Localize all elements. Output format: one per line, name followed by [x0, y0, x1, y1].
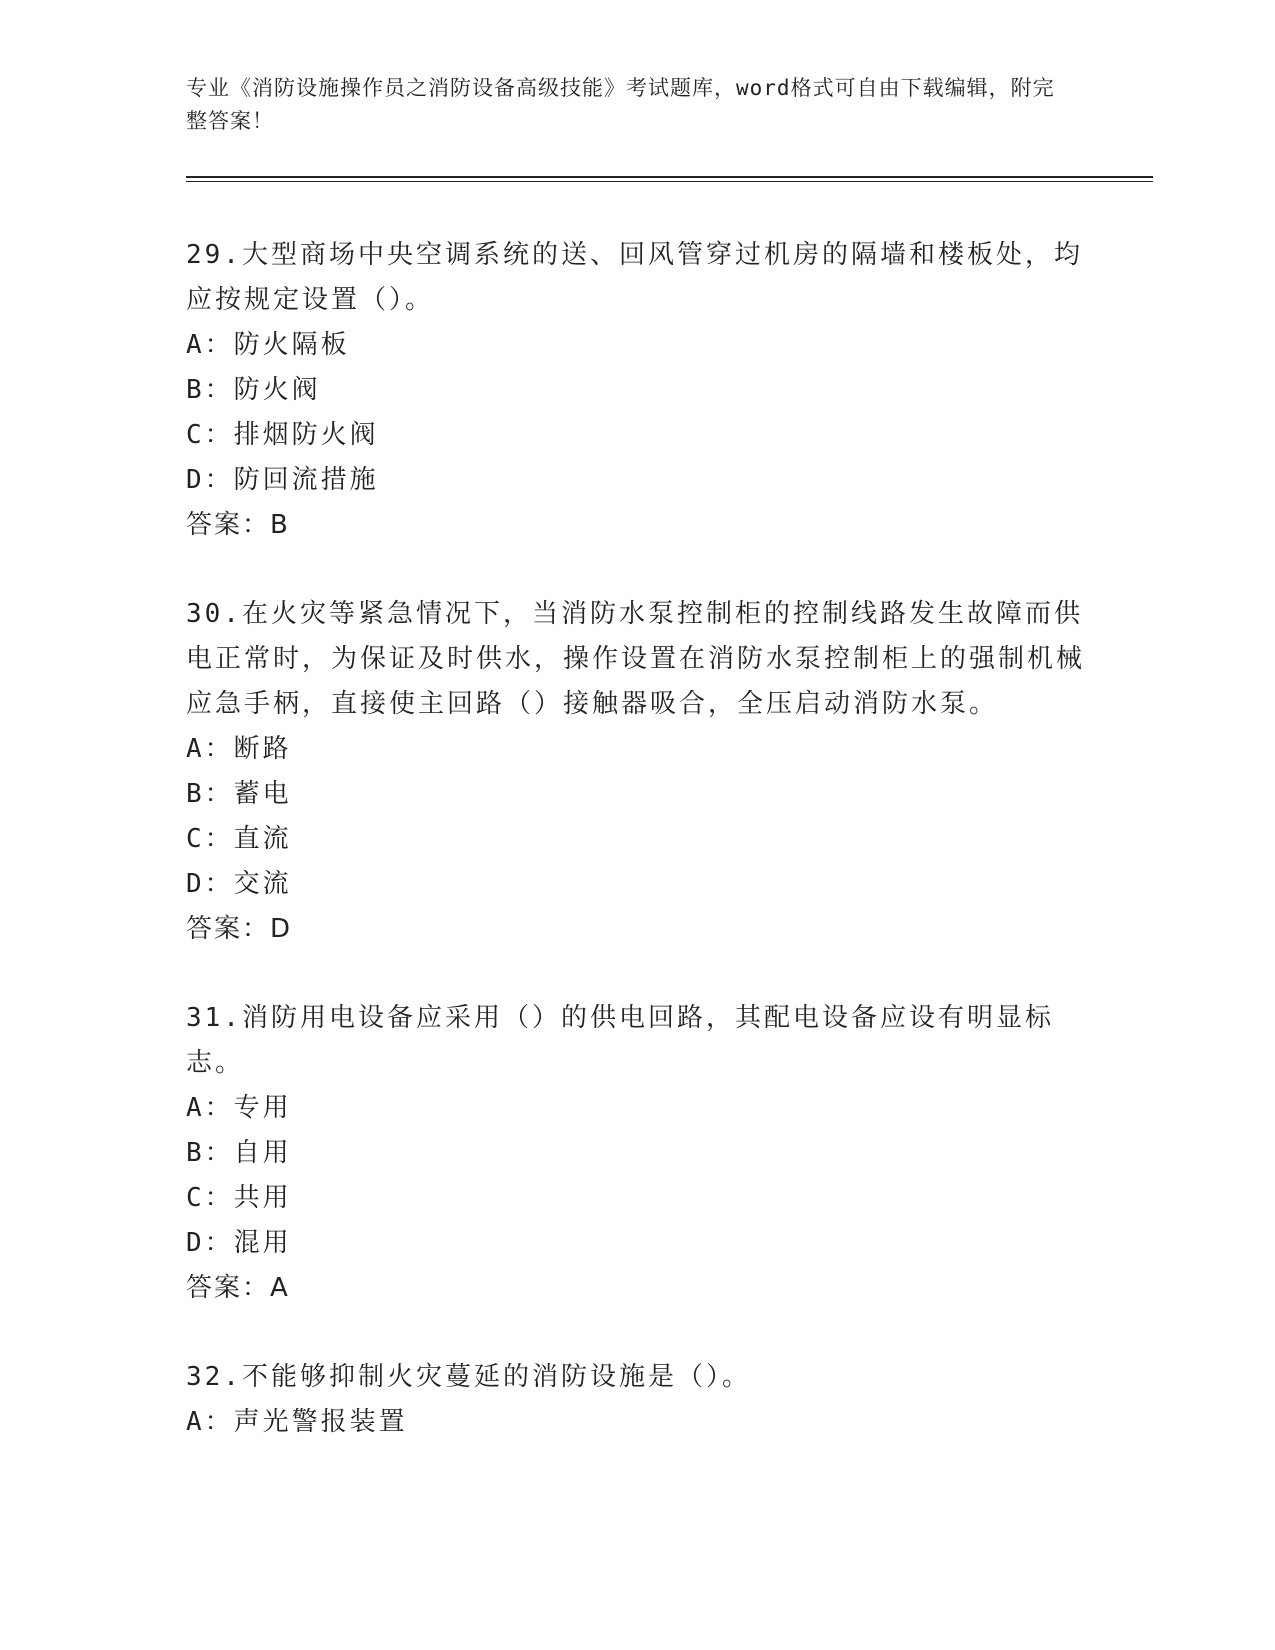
document-header: 专业《消防设施操作员之消防设备高级技能》考试题库，word格式可自由下载编辑，附完整答案！ [186, 76, 1055, 133]
option-a: A：断路 [186, 734, 292, 764]
question-answer: 答案：A [186, 1273, 290, 1303]
option-b: B：自用 [186, 1138, 292, 1168]
option-c: C：排烟防火阀 [186, 420, 379, 450]
question-list [186, 233, 1086, 1489]
header-divider-thin [186, 181, 1153, 182]
question-answer: 答案：D [186, 914, 293, 944]
option-d: D：交流 [186, 869, 292, 899]
question-30 [186, 592, 1086, 952]
option-c: C：共用 [186, 1183, 292, 1213]
option-c: C：直流 [186, 824, 292, 854]
option-a: A：声光警报装置 [186, 1407, 408, 1437]
option-b: B：蓄电 [186, 779, 292, 809]
question-stem: 29.大型商场中央空调系统的送、回风管穿过机房的隔墙和楼板处，均应按规定设置（）。 [186, 240, 1083, 315]
question-stem: 32.不能够抑制火灾蔓延的消防设施是（）。 [186, 1362, 751, 1392]
option-d: D：混用 [186, 1228, 292, 1258]
option-d: D：防回流措施 [186, 465, 379, 495]
header-divider-thick [186, 176, 1153, 178]
question-31 [186, 996, 1086, 1311]
option-a: A：专用 [186, 1093, 292, 1123]
question-32 [186, 1355, 1086, 1445]
option-a: A：防火隔板 [186, 330, 350, 360]
option-b: B：防火阀 [186, 375, 321, 405]
question-stem: 30.在火灾等紧急情况下，当消防水泵控制柜的控制线路发生故障而供电正常时，为保证及时供水，操作设置在消防水泵控制柜上的强制机械应急手柄，直接使主回路（）接触器吸合，全压启动消防水泵。 [186, 599, 1086, 719]
question-29 [186, 233, 1086, 548]
question-answer: 答案：B [186, 510, 290, 540]
question-stem: 31.消防用电设备应采用（）的供电回路，其配电设备应设有明显标志。 [186, 1003, 1054, 1078]
